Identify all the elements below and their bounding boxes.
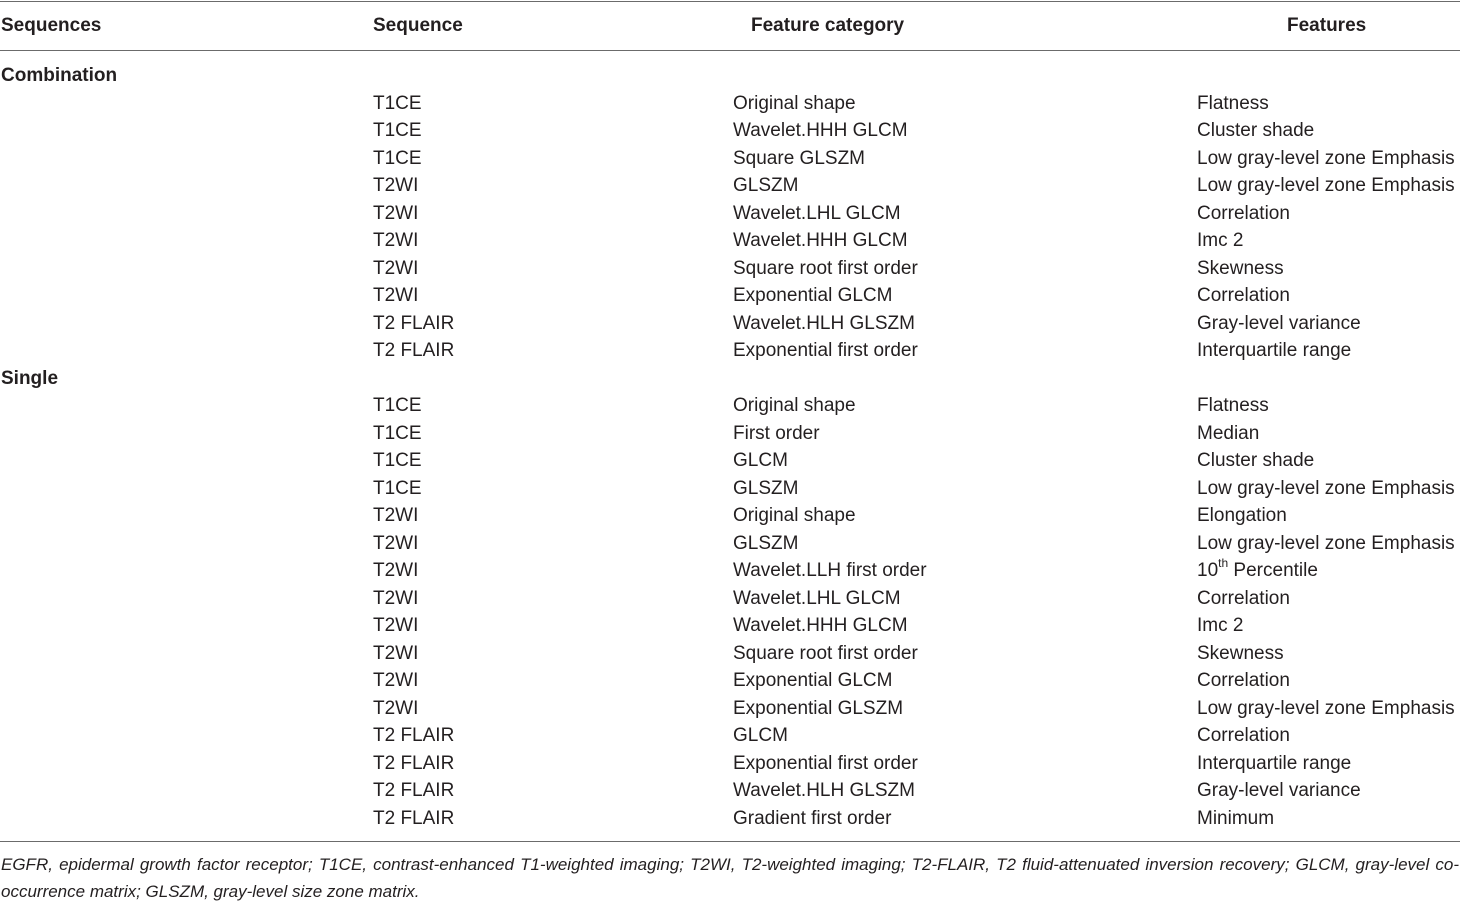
group-label: Single <box>1 368 59 389</box>
table-row <box>0 257 1460 284</box>
cell-feature: Elongation <box>1197 505 1287 526</box>
table-footnote: EGFR, epidermal growth factor receptor; T1CE, contrast-enhanced T1-weighted imaging; T2WI, T2-weighted imaging; T2-FLAIR, T2 fluid-attenuated inversion recovery; GLCM, gray-level co-occurrence matrix; GLSZM, gray-level size zone matrix. <box>1 855 1459 901</box>
header-sequence: Sequence <box>373 15 463 36</box>
table-row <box>0 587 1460 614</box>
cell-feature-category: GLCM <box>733 725 788 746</box>
table-row <box>0 174 1460 201</box>
table-row <box>0 312 1460 339</box>
cell-sequence: T2WI <box>373 175 419 196</box>
cell-feature-rest: Percentile <box>1228 560 1318 581</box>
cell-feature-category: Square root first order <box>733 643 918 664</box>
cell-feature: Skewness <box>1197 643 1284 664</box>
table-row <box>0 724 1460 751</box>
table-row <box>0 284 1460 311</box>
table-row <box>0 555 1460 586</box>
cell-sequence: T1CE <box>373 450 422 471</box>
cell-sequence: T2WI <box>373 505 419 526</box>
cell-feature: Interquartile range <box>1197 340 1352 361</box>
cell-feature: Cluster shade <box>1197 120 1315 141</box>
cell-feature: Correlation <box>1197 588 1290 609</box>
cell-feature-category: Wavelet.LLH first order <box>733 560 927 581</box>
table-row <box>0 394 1460 421</box>
table-row <box>0 339 1460 366</box>
cell-sequence: T2WI <box>373 533 419 554</box>
cell-feature: Gray-level variance <box>1197 313 1361 334</box>
table-row <box>0 807 1460 834</box>
cell-feature: Cluster shade <box>1197 450 1315 471</box>
cell-feature: Median <box>1197 423 1260 444</box>
table-top-rule <box>0 1 1460 2</box>
table-row <box>0 614 1460 641</box>
table-row <box>0 669 1460 696</box>
cell-sequence: T2 FLAIR <box>373 340 455 361</box>
cell-feature-category: Square root first order <box>733 258 918 279</box>
cell-feature-category: Exponential first order <box>733 753 918 774</box>
cell-sequence: T2 FLAIR <box>373 808 455 829</box>
header-rule <box>0 50 1460 51</box>
table-row <box>0 202 1460 229</box>
cell-sequence: T2WI <box>373 588 419 609</box>
cell-feature-category: Exponential GLCM <box>733 285 893 306</box>
cell-feature-superscript: th <box>1218 555 1229 570</box>
cell-sequence: T2WI <box>373 698 419 719</box>
cell-feature-category: Gradient first order <box>733 808 892 829</box>
cell-feature: Flatness <box>1197 93 1269 114</box>
cell-feature-category: Wavelet.LHL GLCM <box>733 203 901 224</box>
cell-sequence: T2 FLAIR <box>373 725 455 746</box>
cell-sequence: T1CE <box>373 478 422 499</box>
cell-feature: Low gray-level zone Emphasis <box>1197 533 1455 554</box>
cell-sequence: T2 FLAIR <box>373 313 455 334</box>
header-feature-category: Feature category <box>751 15 905 36</box>
cell-feature: Imc 2 <box>1197 230 1244 251</box>
cell-feature: Correlation <box>1197 203 1290 224</box>
cell-feature: Low gray-level zone Emphasis <box>1197 148 1455 169</box>
cell-feature-category: Wavelet.HLH GLSZM <box>733 780 915 801</box>
table-row <box>0 477 1460 504</box>
cell-sequence: T2 FLAIR <box>373 780 455 801</box>
cell-feature-category: First order <box>733 423 820 444</box>
cell-feature-category: Original shape <box>733 93 856 114</box>
cell-feature-category: Square GLSZM <box>733 148 865 169</box>
cell-sequence: T2WI <box>373 615 419 636</box>
cell-feature-category: GLSZM <box>733 175 799 196</box>
header-features: Features <box>1287 15 1367 36</box>
table-row <box>0 92 1460 119</box>
cell-sequence: T1CE <box>373 423 422 444</box>
cell-feature: Flatness <box>1197 395 1269 416</box>
cell-sequence: T2WI <box>373 285 419 306</box>
cell-feature: Minimum <box>1197 808 1275 829</box>
cell-feature-base: 10 <box>1197 560 1219 581</box>
cell-sequence: T1CE <box>373 148 422 169</box>
cell-sequence: T2 FLAIR <box>373 753 455 774</box>
cell-feature-category: Exponential first order <box>733 340 918 361</box>
cell-feature: Correlation <box>1197 725 1290 746</box>
cell-sequence: T2WI <box>373 670 419 691</box>
table-row <box>0 642 1460 669</box>
cell-feature-category: Wavelet.HHH GLCM <box>733 230 908 251</box>
cell-feature-category: Original shape <box>733 505 856 526</box>
cell-feature: Skewness <box>1197 258 1284 279</box>
cell-feature: Correlation <box>1197 285 1290 306</box>
cell-sequence: T2WI <box>373 203 419 224</box>
cell-feature-category: Wavelet.HHH GLCM <box>733 615 908 636</box>
header-sequences: Sequences <box>1 15 102 36</box>
table-row <box>0 697 1460 724</box>
table-row <box>0 779 1460 806</box>
cell-feature-category: Exponential GLCM <box>733 670 893 691</box>
cell-feature: Low gray-level zone Emphasis <box>1197 478 1455 499</box>
cell-sequence: T2WI <box>373 643 419 664</box>
cell-feature: Interquartile range <box>1197 753 1352 774</box>
cell-feature-category: Wavelet.HLH GLSZM <box>733 313 915 334</box>
table-row <box>0 449 1460 476</box>
table-row <box>0 229 1460 256</box>
cell-sequence: T2WI <box>373 560 419 581</box>
cell-feature-category: GLCM <box>733 450 788 471</box>
cell-sequence: T1CE <box>373 395 422 416</box>
cell-feature: Imc 2 <box>1197 615 1244 636</box>
table-row <box>0 532 1460 559</box>
cell-feature-category: GLSZM <box>733 478 799 499</box>
cell-sequence: T1CE <box>373 120 422 141</box>
table-row <box>0 752 1460 779</box>
cell-sequence: T1CE <box>373 93 422 114</box>
table-row <box>0 504 1460 531</box>
cell-feature: Correlation <box>1197 670 1290 691</box>
cell-feature: Low gray-level zone Emphasis <box>1197 698 1455 719</box>
cell-sequence: T2WI <box>373 230 419 251</box>
cell-feature: Gray-level variance <box>1197 780 1361 801</box>
cell-sequence: T2WI <box>373 258 419 279</box>
cell-feature-category: Wavelet.HHH GLCM <box>733 120 908 141</box>
cell-feature-category: Original shape <box>733 395 856 416</box>
table-row <box>0 422 1460 449</box>
table-row <box>0 147 1460 174</box>
cell-feature-category: Wavelet.LHL GLCM <box>733 588 901 609</box>
cell-feature-category: Exponential GLSZM <box>733 698 904 719</box>
cell-feature <box>1197 555 1318 583</box>
table-row <box>0 119 1460 146</box>
group-label: Combination <box>1 65 118 86</box>
cell-feature: Low gray-level zone Emphasis <box>1197 175 1455 196</box>
cell-feature-category: GLSZM <box>733 533 799 554</box>
table-bottom-rule <box>0 841 1460 842</box>
